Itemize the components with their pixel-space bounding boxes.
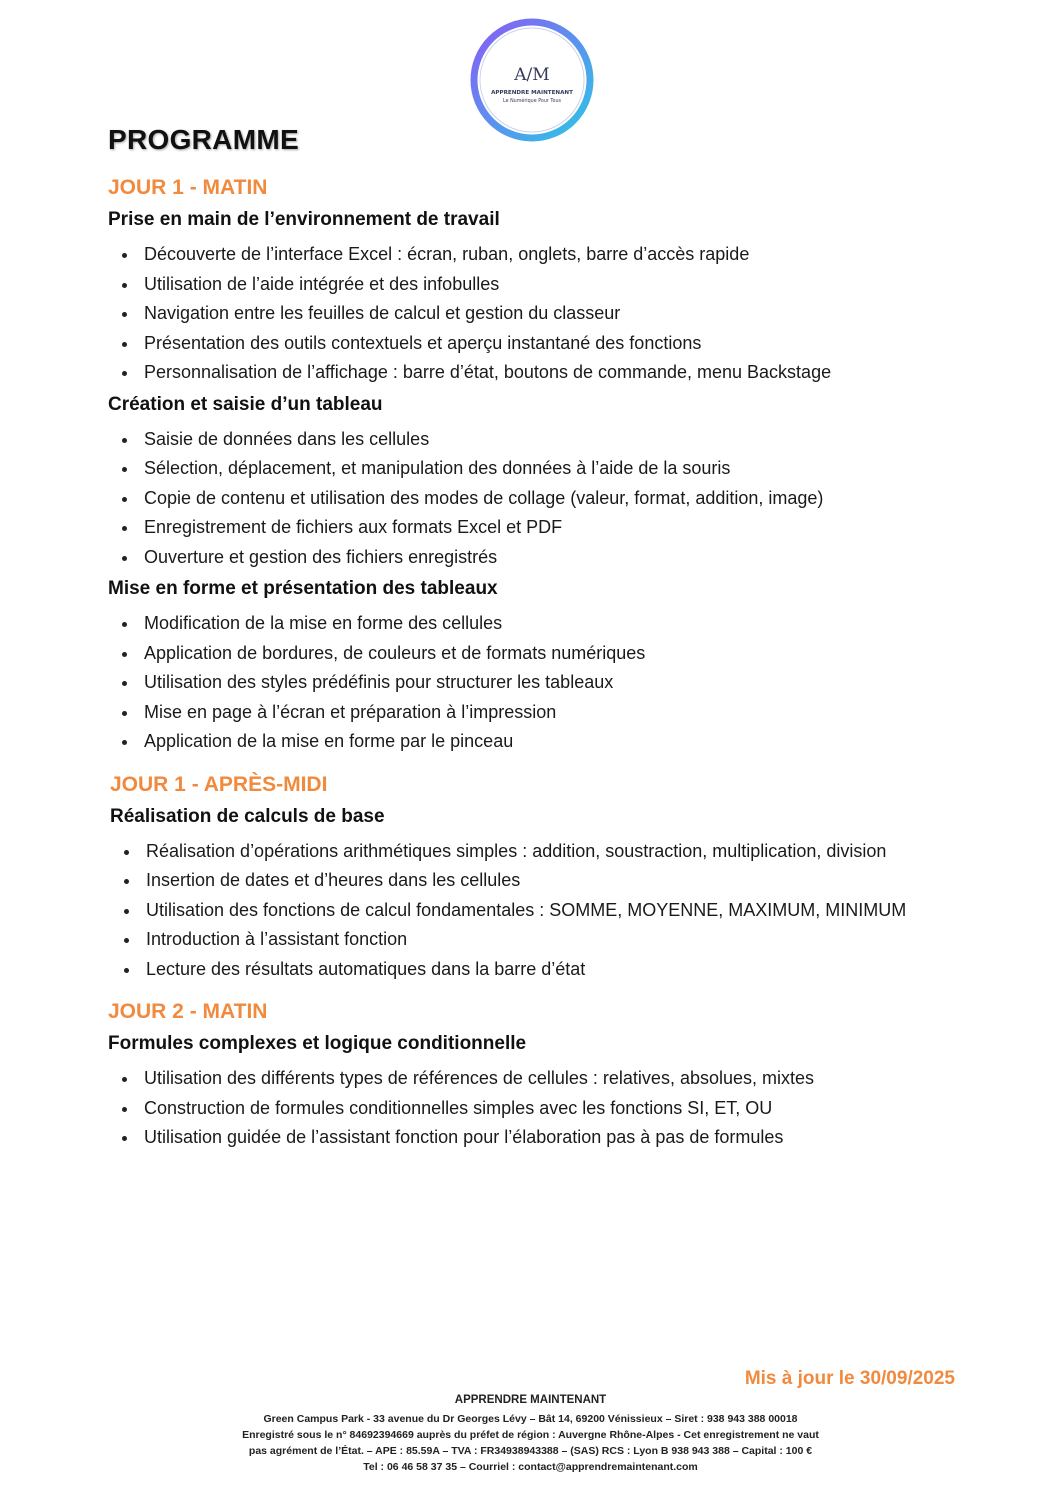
section: [108, 394, 956, 573]
list-item: Utilisation des styles prédéfinis pour structurer les tableaux: [122, 668, 956, 698]
list-item: Découverte de l’interface Excel : écran, ruban, onglets, barre d’accès rapide: [122, 240, 956, 270]
list-item: Navigation entre les feuilles de calcul et gestion du classeur: [122, 299, 956, 329]
section: [108, 578, 956, 757]
day-heading: JOUR 1 - MATIN: [108, 176, 268, 199]
programme-content: [108, 176, 956, 1169]
logo-tagline: Le Numérique Pour Tous: [503, 99, 561, 104]
section: [108, 1033, 956, 1153]
list-item: Utilisation des fonctions de calcul fondamentales : SOMME, MOYENNE, MAXIMUM, MINIMUM: [124, 896, 956, 926]
logo-brand: APPRENDRE MAINTENANT: [491, 90, 573, 96]
logo-letters: A/M: [514, 65, 550, 85]
day-block: [108, 773, 956, 985]
page-title: PROGRAMME: [108, 124, 299, 155]
list-item: Enregistrement de fichiers aux formats Excel et PDF: [122, 513, 956, 543]
footer: [0, 1392, 1061, 1475]
bullet-list: [108, 1064, 956, 1153]
list-item: Sélection, déplacement, et manipulation des données à l’aide de la souris: [122, 454, 956, 484]
section-title: Prise en main de l’environnement de travail: [108, 209, 500, 230]
list-item: Présentation des outils contextuels et aperçu instantané des fonctions: [122, 329, 956, 359]
section: [110, 806, 956, 985]
footer-line: pas agrément de l’État. – APE : 85.59A – TVA : FR34938943388 – (SAS) RCS : Lyon B 938 943 388 – Capital : 100 €: [248, 1445, 813, 1457]
footer-line: Green Campus Park - 33 avenue du Dr Georges Lévy – Bât 14, 69200 Vénissieux – Siret : 938 943 388 00018: [263, 1413, 798, 1425]
update-date: Mis à jour le 30/09/2025: [744, 1368, 955, 1389]
section-title: Formules complexes et logique conditionnelle: [108, 1033, 527, 1054]
list-item: Insertion de dates et d’heures dans les cellules: [124, 866, 956, 896]
footer-company: APPRENDRE MAINTENANT: [454, 1394, 607, 1406]
section-title: Création et saisie d’un tableau: [108, 393, 383, 415]
list-item: Saisie de données dans les cellules: [122, 425, 956, 455]
day-heading: JOUR 1 - APRÈS-MIDI: [110, 772, 328, 796]
bullet-list: [110, 837, 956, 985]
bullet-list: [108, 425, 956, 573]
list-item: Lecture des résultats automatiques dans la barre d’état: [124, 955, 956, 985]
section-title: Réalisation de calculs de base: [110, 805, 385, 827]
footer-line: Tel : 06 46 58 37 35 – Courriel : contact@apprendremaintenant.com: [363, 1461, 698, 1473]
list-item: Réalisation d’opérations arithmétiques simples : addition, soustraction, multiplication, division: [124, 837, 956, 867]
list-item: Personnalisation de l’affichage : barre d’état, boutons de commande, menu Backstage: [122, 358, 956, 388]
list-item: Application de la mise en forme par le pinceau: [122, 727, 956, 757]
day-heading: JOUR 2 - MATIN: [108, 1000, 268, 1023]
list-item: Ouverture et gestion des fichiers enregistrés: [122, 543, 956, 573]
list-item: Introduction à l’assistant fonction: [124, 925, 956, 955]
list-item: Mise en page à l’écran et préparation à l’impression: [122, 698, 956, 728]
bullet-list: [108, 609, 956, 757]
day-block: [108, 176, 956, 757]
section: [108, 209, 956, 388]
company-logo: [468, 16, 596, 144]
day-block: [108, 1000, 956, 1153]
list-item: Construction de formules conditionnelles simples avec les fonctions SI, ET, OU: [122, 1094, 956, 1124]
list-item: Copie de contenu et utilisation des modes de collage (valeur, format, addition, image): [122, 484, 956, 514]
footer-line: Enregistré sous le n° 84692394669 auprès du préfet de région : Auvergne Rhône-Alpes - Cet enregistrement ne vaut: [242, 1429, 819, 1441]
list-item: Modification de la mise en forme des cellules: [122, 609, 956, 639]
section-title: Mise en forme et présentation des tableaux: [108, 578, 498, 599]
list-item: Utilisation guidée de l’assistant fonction pour l’élaboration pas à pas de formules: [122, 1123, 956, 1153]
list-item: Utilisation des différents types de références de cellules : relatives, absolues, mixtes: [122, 1064, 956, 1094]
list-item: Utilisation de l’aide intégrée et des infobulles: [122, 270, 956, 300]
bullet-list: [108, 240, 956, 388]
list-item: Application de bordures, de couleurs et de formats numériques: [122, 639, 956, 669]
